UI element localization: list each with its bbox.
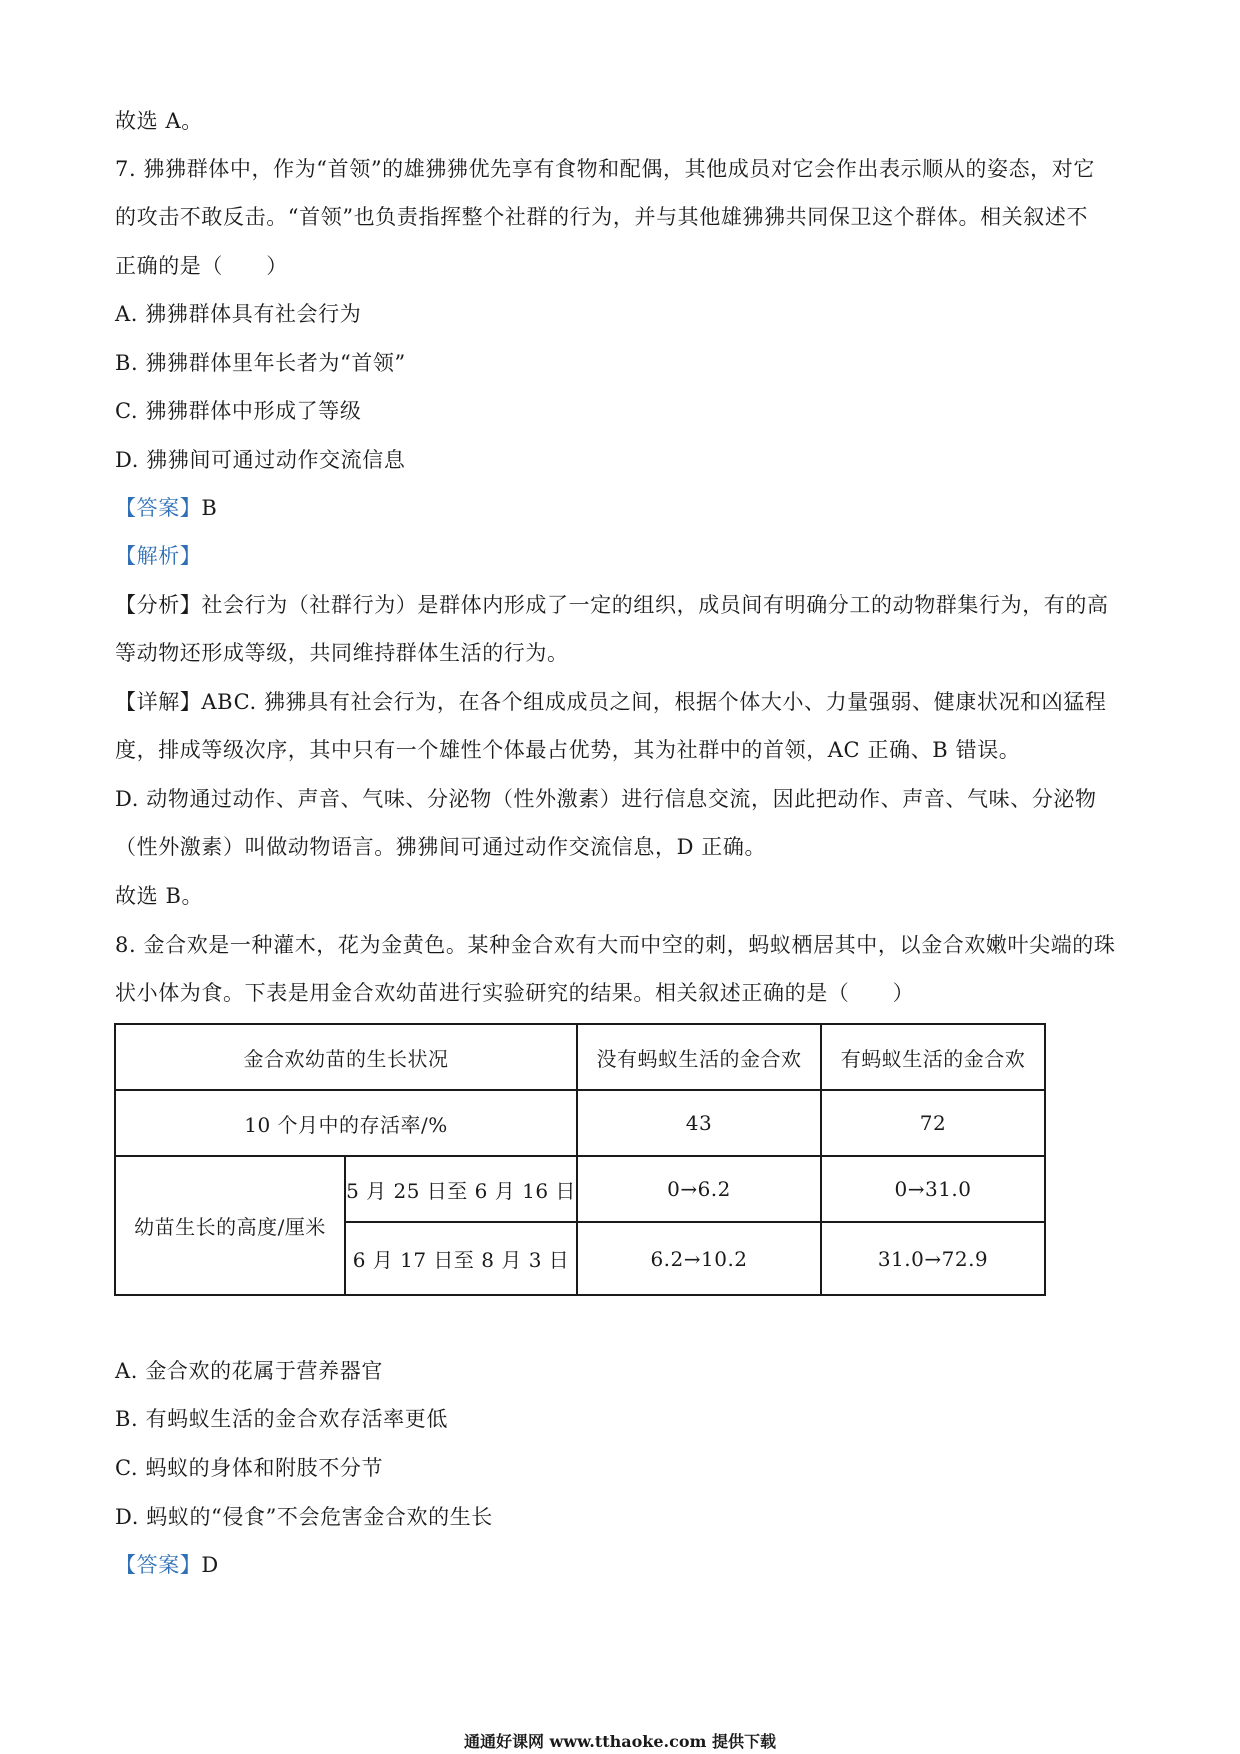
period-2-no-ants: 6.2→10.2: [577, 1222, 821, 1295]
answer-value: D: [201, 1553, 219, 1577]
experiment-table: [114, 1023, 1046, 1296]
analysis-heading: [115, 542, 1135, 570]
survival-with-ants: 72: [821, 1090, 1045, 1156]
question-7-stem-line-2: 的攻击不敢反击。“首领”也负责指挥整个社群的行为，并与其他雄狒狒共同保卫这个群体。相关叙述不: [115, 205, 1089, 229]
table-header-row: [115, 1024, 1045, 1090]
survival-no-ants: 43: [577, 1090, 821, 1156]
question-7-stem-line-1: 7. 狒狒群体中，作为“首领”的雄狒狒优先享有食物和配偶，其他成员对它会作出表示顺从的姿态，对它: [115, 157, 1095, 181]
table-row-period-1: [115, 1156, 1045, 1222]
question-8-option-b: B. 有蚂蚁生活的金合欢存活率更低: [115, 1407, 448, 1431]
period-2-label: 6 月 17 日至 8 月 3 日: [345, 1222, 577, 1295]
question-8-option-d: D. 蚂蚁的“侵食”不会危害金合欢的生长: [115, 1505, 493, 1529]
question-7-option-c: C. 狒狒群体中形成了等级: [115, 399, 362, 423]
question-8-stem-line-2: 状小体为食。下表是用金合欢幼苗进行实验研究的结果。相关叙述正确的是（ ）: [115, 981, 915, 1005]
question-8-answer: [115, 1551, 1135, 1579]
detail-text: ABC. 狒狒具有社会行为，在各个组成成员之间，根据个体大小、力量强弱、健康状况和凶猛程: [201, 690, 1107, 714]
question-8-option-c: C. 蚂蚁的身体和附肢不分节: [115, 1456, 384, 1480]
answer-value: B: [201, 496, 218, 520]
analysis-heading-label: 【解析】: [115, 544, 202, 568]
detail-line-4: （性外激素）叫做动物语言。狒狒间可通过动作交流信息，D 正确。: [115, 835, 767, 859]
answer-label: 【答案】: [115, 1553, 202, 1577]
xiangjie-label: 【详解】: [115, 690, 202, 714]
analysis-text: 社会行为（社群行为）是群体内形成了一定的组织，成员间有明确分工的动物群集行为，有的高: [201, 593, 1109, 617]
detail-line-2: 度，排成等级次序，其中只有一个雄性个体最占优势，其为社群中的首领，AC 正确、B 错误。: [115, 738, 1021, 762]
period-1-label: 5 月 25 日至 6 月 16 日: [345, 1156, 577, 1222]
detail-line-1: [115, 688, 1135, 716]
analysis-line-2: 等动物还形成等级，共同维持群体生活的行为。: [115, 641, 569, 665]
header-with-ants: 有蚂蚁生活的金合欢: [821, 1024, 1045, 1090]
header-growth-status: 金合欢幼苗的生长状况: [115, 1024, 577, 1090]
question-7-answer: [115, 494, 1135, 522]
period-2-with-ants: 31.0→72.9: [821, 1222, 1045, 1295]
page-footer: 通通好课网 www.tthaoke.com 提供下载: [463, 1732, 777, 1751]
question-8-stem-line-1: 8. 金合欢是一种灌木，花为金黄色。某种金合欢有大而中空的刺，蚂蚁栖居其中，以金合欢嫩叶尖端的珠: [115, 933, 1116, 957]
conclusion-line: 故选 B。: [115, 884, 204, 908]
height-label: 幼苗生长的高度/厘米: [115, 1156, 345, 1295]
question-8-option-a: A. 金合欢的花属于营养器官: [115, 1359, 383, 1383]
table-row-survival: [115, 1090, 1045, 1156]
period-1-with-ants: 0→31.0: [821, 1156, 1045, 1222]
question-7-stem-line-3: 正确的是（ ）: [115, 254, 288, 278]
answer-label: 【答案】: [115, 496, 202, 520]
period-1-no-ants: 0→6.2: [577, 1156, 821, 1222]
text-line: 故选 A。: [115, 109, 203, 133]
fenxi-label: 【分析】: [115, 593, 202, 617]
question-7-option-a: A. 狒狒群体具有社会行为: [115, 302, 362, 326]
question-7-option-d: D. 狒狒间可通过动作交流信息: [115, 448, 406, 472]
detail-line-3: D. 动物通过动作、声音、气味、分泌物（性外激素）进行信息交流，因此把动作、声音、气味、分泌物: [115, 787, 1097, 811]
header-no-ants: 没有蚂蚁生活的金合欢: [577, 1024, 821, 1090]
analysis-line-1: [115, 591, 1135, 619]
survival-label: 10 个月中的存活率/%: [115, 1090, 577, 1156]
question-7-option-b: B. 狒狒群体里年长者为“首领”: [115, 351, 406, 375]
